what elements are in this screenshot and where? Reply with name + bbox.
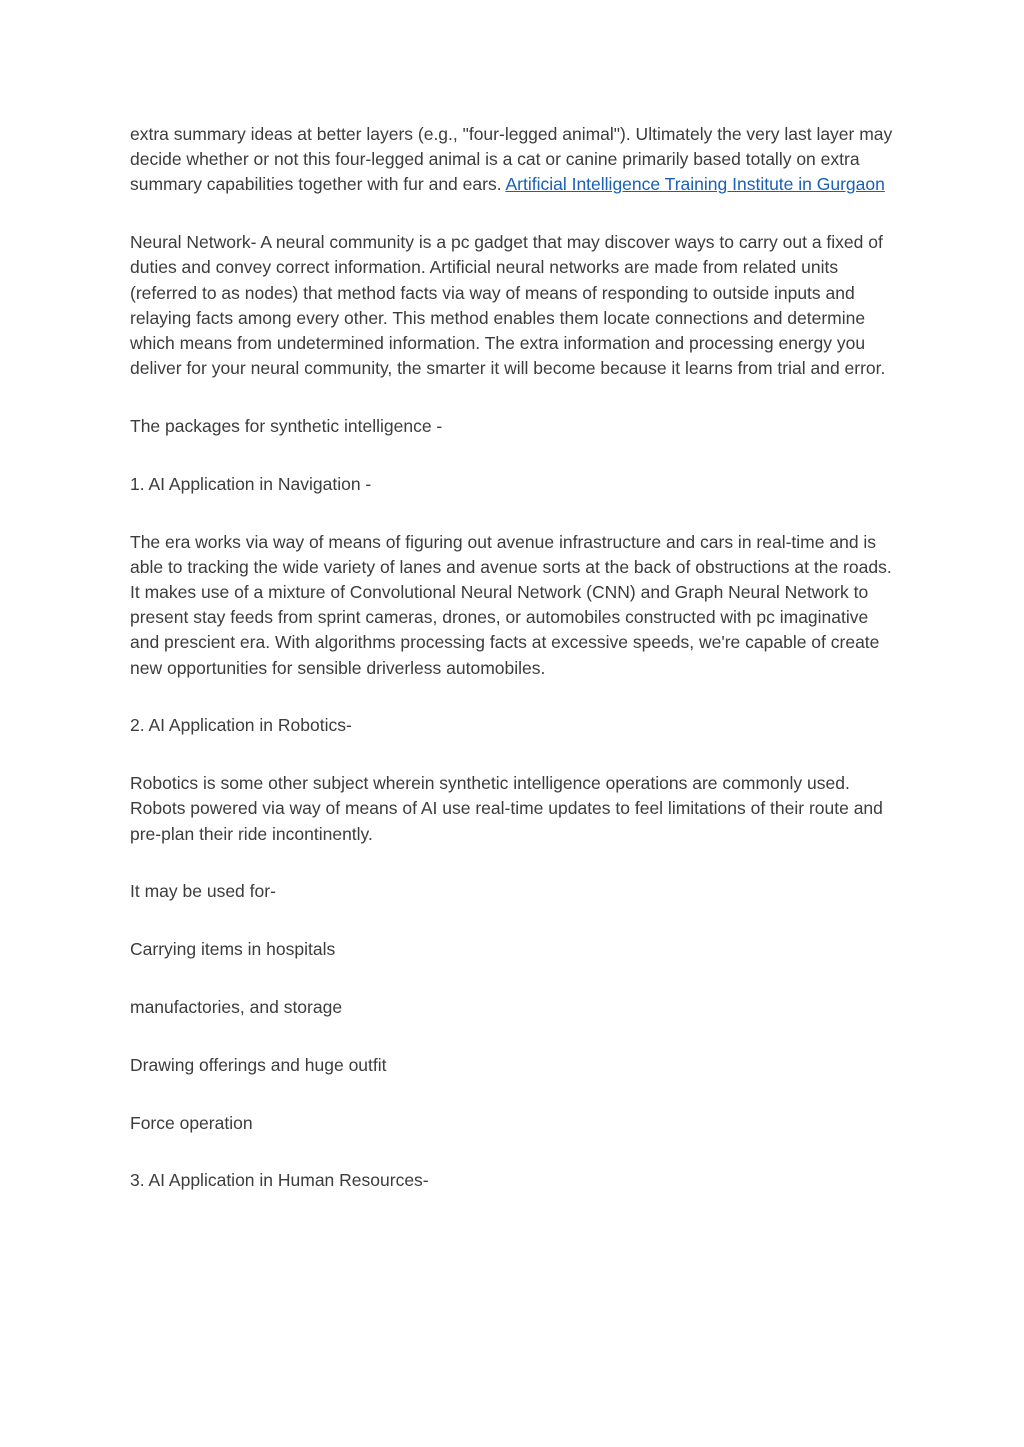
list-item-drawing: Drawing offerings and huge outfit (130, 1054, 387, 1075)
list-item-hospitals: Carrying items in hospitals (130, 939, 336, 960)
heading-navigation: 1. AI Application in Navigation - (130, 473, 372, 494)
paragraph-packages-heading: The packages for synthetic intelligence - (130, 416, 443, 437)
training-institute-link[interactable]: Artificial Intelligence Training Institute in Gurgaon (505, 174, 885, 195)
paragraph-uses-intro: It may be used for- (130, 881, 276, 902)
list-item-force-operation: Force operation (130, 1112, 253, 1133)
list-item-manufactories: manufactories, and storage (130, 997, 343, 1018)
paragraph-robotics: Robotics is some other subject wherein synthetic intelligence operations are commonly used. Robots powered via way of means of AI use real-time updates to feel limitations of their route and pre-plan their ride incontinently. (130, 773, 883, 844)
paragraph-intro (130, 122, 895, 198)
document-page (130, 122, 895, 1226)
heading-human-resources: 3. AI Application in Human Resources- (130, 1170, 429, 1191)
heading-robotics: 2. AI Application in Robotics- (130, 715, 352, 736)
paragraph-neural-network: Neural Network- A neural community is a pc gadget that may discover ways to carry out a fixed of duties and convey correct information. Artificial neural networks are made from related units (referred to as nodes) that method facts via way of means of responding to outside inputs and relaying facts among every other. This method enables them locate connections and determine which means from undetermined information. The extra information and processing energy you deliver for your neural community, the smarter it will become because it learns from trial and error. (130, 232, 886, 379)
paragraph-intro-text: extra summary ideas at better layers (e.g., "four-legged animal"). Ultimately the very last layer may decide whether or not this four-legged animal is a cat or canine primarily based totally on extra summary capabilities together with fur and ears. (130, 124, 893, 195)
paragraph-navigation: The era works via way of means of figuring out avenue infrastructure and cars in real-time and is able to tracking the wide variety of lanes and avenue sorts at the back of obstructions at the roads. It makes use of a mixture of Convolutional Neural Network (CNN) and Graph Neural Network to present stay feeds from sprint cameras, drones, or automobiles constructed with pc imaginative and prescient era. With algorithms processing facts at excessive speeds, we're capable of create new opportunities for sensible driverless automobiles. (130, 531, 892, 678)
